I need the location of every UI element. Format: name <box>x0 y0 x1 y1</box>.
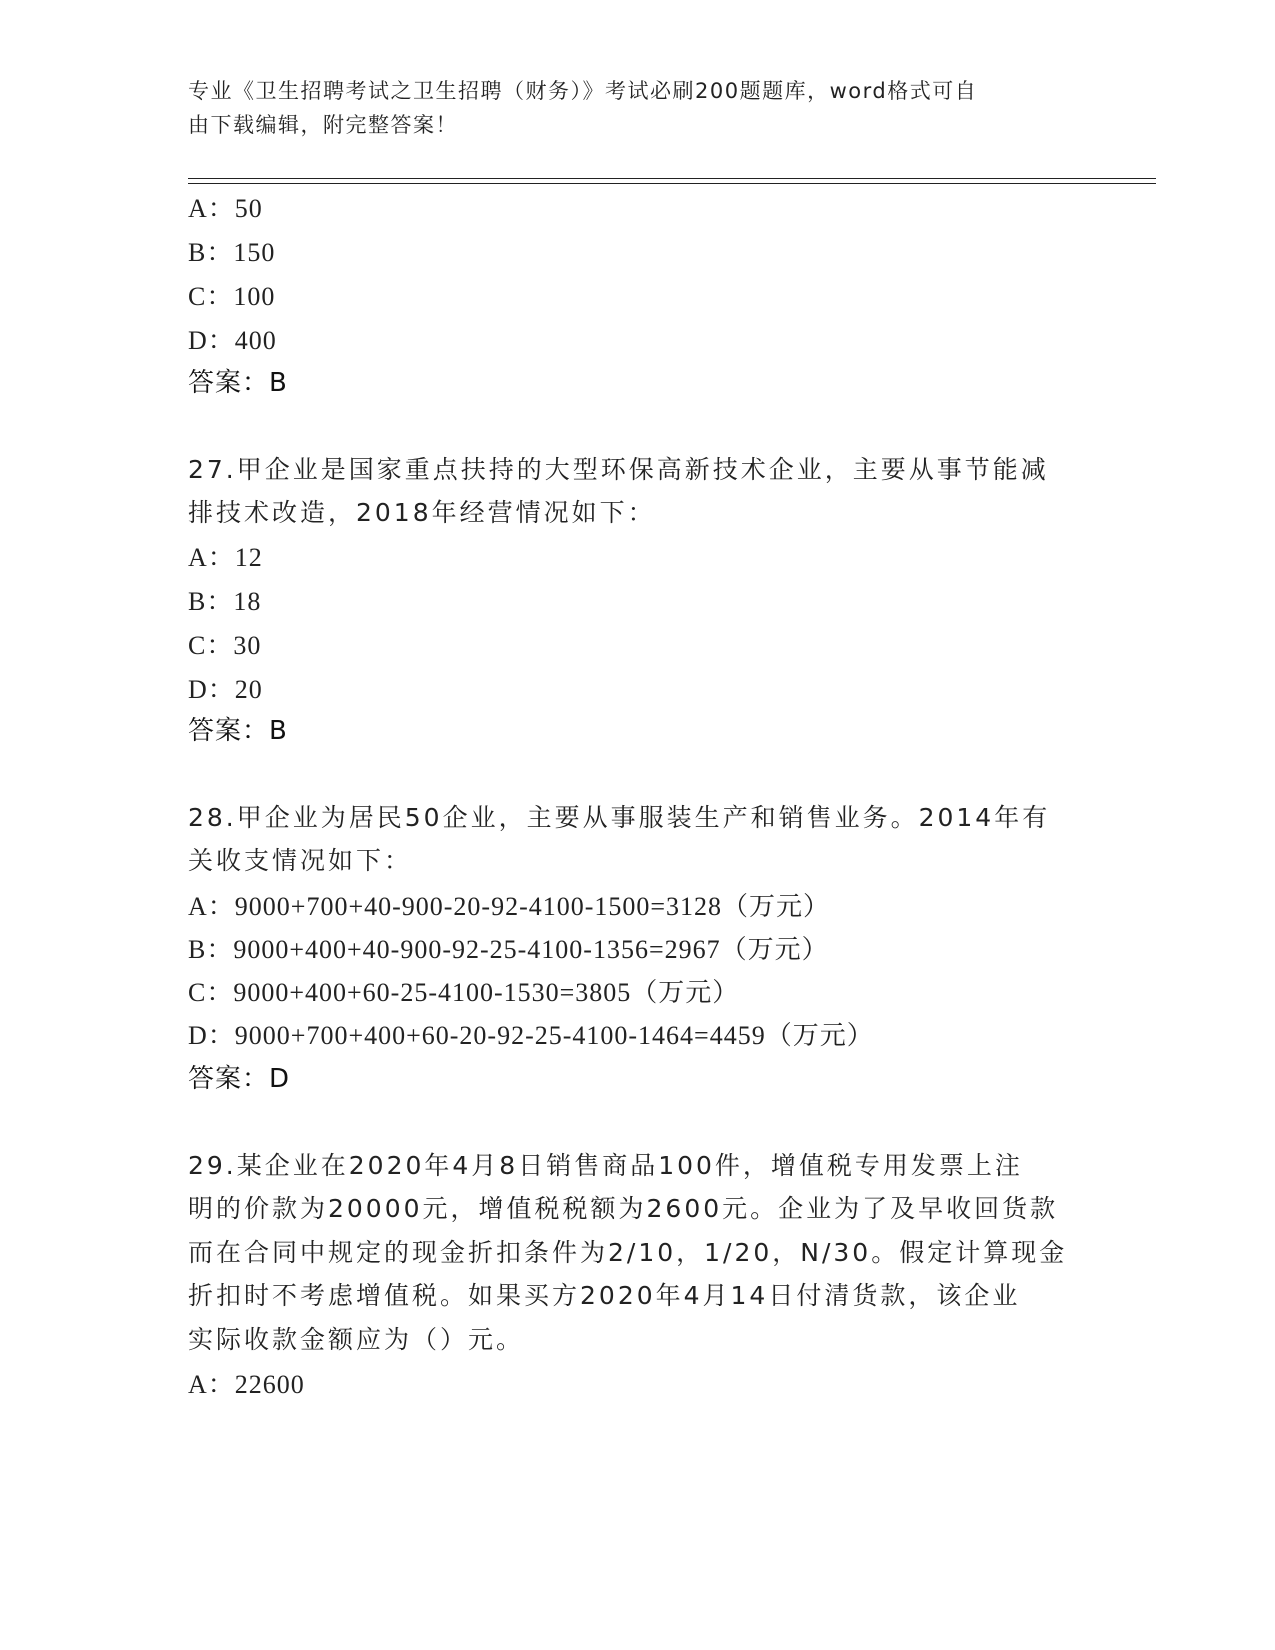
q28-stem-line-1: 28.甲企业为居民50企业，主要从事服装生产和销售业务。2014年有 <box>188 803 1051 832</box>
header-divider-bottom <box>188 183 1156 184</box>
q27-stem-line-2: 排技术改造，2018年经营情况如下： <box>188 498 656 527</box>
header-divider-top <box>188 178 1156 179</box>
q28-option-d: D：9000+700+400+60-20-92-25-4100-1464=4459（万元） <box>188 1021 874 1050</box>
q29-stem-line-2: 明的价款为20000元，增值税税额为2600元。企业为了及早收回货款 <box>188 1194 1059 1223</box>
q27-option-d: D：20 <box>188 675 263 704</box>
q26-option-c: C：100 <box>188 282 276 311</box>
header-line-1: 专业《卫生招聘考试之卫生招聘（财务）》考试必刷200题题库，word格式可自 <box>188 79 978 103</box>
q28-stem-line-2: 关收支情况如下： <box>188 846 413 875</box>
q28-option-b: B：9000+400+40-900-92-25-4100-1356=2967（万元） <box>188 935 829 964</box>
q29-stem-line-3: 而在合同中规定的现金折扣条件为2/10，1/20，N/30。假定计算现金 <box>188 1238 1068 1267</box>
q27-answer: 答案：B <box>188 716 288 746</box>
q28-answer: 答案：D <box>188 1064 291 1094</box>
q27-option-b: B：18 <box>188 587 262 616</box>
q28-option-a: A：9000+700+40-900-20-92-4100-1500=3128（万元） <box>188 892 831 921</box>
q26-option-a: A：50 <box>188 194 263 223</box>
q27-stem-line-1: 27.甲企业是国家重点扶持的大型环保高新技术企业，主要从事节能减 <box>188 455 1049 484</box>
q29-stem-line-4: 折扣时不考虑增值税。如果买方2020年4月14日付清货款，该企业 <box>188 1281 1021 1310</box>
q26-option-b: B：150 <box>188 238 276 267</box>
header-line-2: 由下载编辑，附完整答案！ <box>188 113 458 137</box>
q29-stem-line-1: 29.某企业在2020年4月8日销售商品100件，增值税专用发票上注 <box>188 1151 1023 1180</box>
q27-option-a: A：12 <box>188 543 263 572</box>
q29-option-a: A：22600 <box>188 1370 305 1399</box>
q28-option-c: C：9000+400+60-25-4100-1530=3805（万元） <box>188 978 740 1007</box>
q29-stem-line-5: 实际收款金额应为（）元。 <box>188 1325 525 1354</box>
q26-answer: 答案：B <box>188 368 288 398</box>
document-header <box>188 74 1068 142</box>
q27-option-c: C：30 <box>188 631 262 660</box>
q26-option-d: D：400 <box>188 326 277 355</box>
